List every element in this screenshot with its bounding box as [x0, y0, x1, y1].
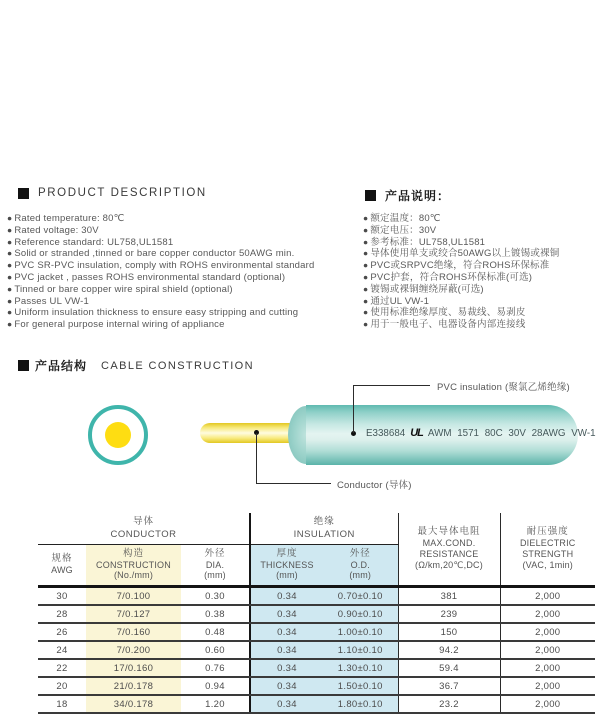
list-item: ● Rated temperature: 80℃ [7, 213, 315, 225]
pvc-insulation-label: PVC insulation (聚氯乙烯绝缘) [437, 382, 570, 393]
insulation-group-header: 绝缘 INSULATION [250, 513, 398, 545]
product-description-title: PRODUCT DESCRIPTION [38, 187, 207, 199]
construction-cell: 34/0.178 [86, 695, 181, 713]
list-item: ● 通过UL VW-1 [363, 296, 559, 308]
list-item: ● 额定电压：30V [363, 225, 559, 237]
dia-cell: 0.94 [181, 677, 250, 695]
list-item: ● 镀锡或裸铜缠绕屏蔽(可选) [363, 284, 559, 296]
od-cell: 1.80±0.10 [323, 695, 398, 713]
awg-cell: 22 [38, 659, 86, 677]
product-description-cn-header [365, 187, 450, 204]
construction-column-header: 构造 CONSTRUCTION (No./mm) [86, 545, 181, 587]
dielectric-cell: 2,000 [500, 605, 595, 623]
list-item: ● Tinned or bare copper wire spiral shield (optional) [7, 284, 315, 296]
list-item: ● Solid or stranded ,tinned or bare copper conductor 50AWG min. [7, 248, 315, 260]
od-cell: 1.50±0.10 [323, 677, 398, 695]
od-cell: 0.70±0.10 [323, 587, 398, 606]
od-cell: 1.30±0.10 [323, 659, 398, 677]
od-cell: 0.90±0.10 [323, 605, 398, 623]
list-item: ● PVC护套，符合ROHS环保标准(可选) [363, 272, 559, 284]
resistance-cell: 23.2 [398, 695, 500, 713]
cable-cert-number: E338684 [366, 427, 406, 439]
construction-cell: 7/0.200 [86, 641, 181, 659]
od-cell: 1.10±0.10 [323, 641, 398, 659]
list-item: ● 额定温度：80℃ [363, 213, 559, 225]
dielectric-cell: 2,000 [500, 695, 595, 713]
awg-cell: 20 [38, 677, 86, 695]
table-row [38, 623, 595, 641]
list-item: ● PVC或SRPVC绝缘，符合ROHS环保标准 [363, 260, 559, 272]
thickness-cell: 0.34 [250, 623, 323, 641]
list-item: ● Passes UL VW-1 [7, 296, 315, 308]
list-item: ● PVC jacket , passes ROHS environmental standard (optional) [7, 272, 315, 284]
list-item: ● 使用标准绝缘厚度、易裁线、易剥皮 [363, 307, 559, 319]
conductor-callout-hline [256, 483, 331, 484]
table-group-header-row [38, 513, 595, 545]
conductor-group-header: 导体 CONDUCTOR [38, 513, 250, 545]
awg-cell: 30 [38, 587, 86, 606]
list-item: ● 导体使用单支或绞合50AWG以上镀锡或裸铜 [363, 248, 559, 260]
table-row [38, 641, 595, 659]
dielectric-cell: 2,000 [500, 659, 595, 677]
awg-cell: 26 [38, 623, 86, 641]
list-item: ● Reference standard: UL758,UL1581 [7, 237, 315, 249]
cable-cross-section-conductor [105, 422, 131, 448]
pvc-callout-hline [353, 385, 430, 386]
product-description-cn-list [363, 213, 559, 331]
dia-cell: 0.60 [181, 641, 250, 659]
table-row [38, 605, 595, 623]
section-square-icon [18, 360, 29, 371]
dielectric-cell: 2,000 [500, 677, 595, 695]
construction-cell: 21/0.178 [86, 677, 181, 695]
ul-logo-icon: UL [410, 427, 423, 439]
od-column-header: 外径 O.D. (mm) [323, 545, 398, 587]
spec-table [38, 513, 595, 714]
thickness-cell: 0.34 [250, 641, 323, 659]
construction-cell: 17/0.160 [86, 659, 181, 677]
dielectric-cell: 2,000 [500, 641, 595, 659]
table-row [38, 587, 595, 606]
list-item: ● Uniform insulation thickness to ensure easy stripping and cutting [7, 307, 315, 319]
dia-column-header: 外径 DIA. (mm) [181, 545, 250, 587]
awg-cell: 28 [38, 605, 86, 623]
product-description-header [18, 187, 207, 199]
od-cell: 1.00±0.10 [323, 623, 398, 641]
cable-spec-text: AWM 1571 80C 30V 28AWG VW-1 [427, 427, 596, 439]
resistance-cell: 239 [398, 605, 500, 623]
section-square-icon [18, 188, 29, 199]
cable-construction-title-en: CABLE CONSTRUCTION [101, 359, 254, 372]
resistance-cell: 36.7 [398, 677, 500, 695]
conductor-callout-vline [256, 433, 257, 483]
table-row [38, 659, 595, 677]
list-item: ● For general purpose internal wiring of appliance [7, 319, 315, 331]
dielectric-cell: 2,000 [500, 587, 595, 606]
dia-cell: 1.20 [181, 695, 250, 713]
construction-cell: 7/0.100 [86, 587, 181, 606]
awg-column-header: 规格 AWG [38, 545, 86, 587]
dia-cell: 0.38 [181, 605, 250, 623]
thickness-cell: 0.34 [250, 677, 323, 695]
dielectric-column-header: 耐压强度 DIELECTRIC STRENGTH (VAC, 1min) [500, 513, 595, 587]
dia-cell: 0.48 [181, 623, 250, 641]
pvc-callout-vline [353, 385, 354, 433]
construction-cell: 7/0.160 [86, 623, 181, 641]
resistance-cell: 59.4 [398, 659, 500, 677]
list-item: ● 参考标准：UL758,UL1581 [363, 237, 559, 249]
dia-cell: 0.76 [181, 659, 250, 677]
construction-cell: 7/0.127 [86, 605, 181, 623]
dielectric-cell: 2,000 [500, 623, 595, 641]
resistance-cell: 150 [398, 623, 500, 641]
thickness-cell: 0.34 [250, 605, 323, 623]
list-item: ● Rated voltage: 30V [7, 225, 315, 237]
cable-construction-header [18, 357, 254, 374]
dia-cell: 0.30 [181, 587, 250, 606]
table-row [38, 695, 595, 713]
product-description-cn-title: 产品说明： [385, 189, 451, 203]
resistance-cell: 94.2 [398, 641, 500, 659]
product-description-list [7, 213, 315, 331]
list-item: ● 用于一般电子、电器设备内部连接线 [363, 319, 559, 331]
awg-cell: 24 [38, 641, 86, 659]
resistance-cell: 381 [398, 587, 500, 606]
cable-print-legend [366, 427, 596, 439]
list-item: ● PVC SR-PVC insulation, comply with ROHS environmental standard [7, 260, 315, 272]
table-row [38, 677, 595, 695]
resistance-column-header: 最大导体电阻 MAX.COND. RESISTANCE (Ω/km,20℃,DC) [398, 513, 500, 587]
thickness-cell: 0.34 [250, 587, 323, 606]
thickness-cell: 0.34 [250, 659, 323, 677]
awg-cell: 18 [38, 695, 86, 713]
thickness-column-header: 厚度 THICKNESS (mm) [250, 545, 323, 587]
section-square-icon [365, 190, 376, 201]
thickness-cell: 0.34 [250, 695, 323, 713]
cable-construction-title-cn: 产品结构 [35, 359, 88, 373]
conductor-label: Conductor (导体) [337, 480, 412, 491]
